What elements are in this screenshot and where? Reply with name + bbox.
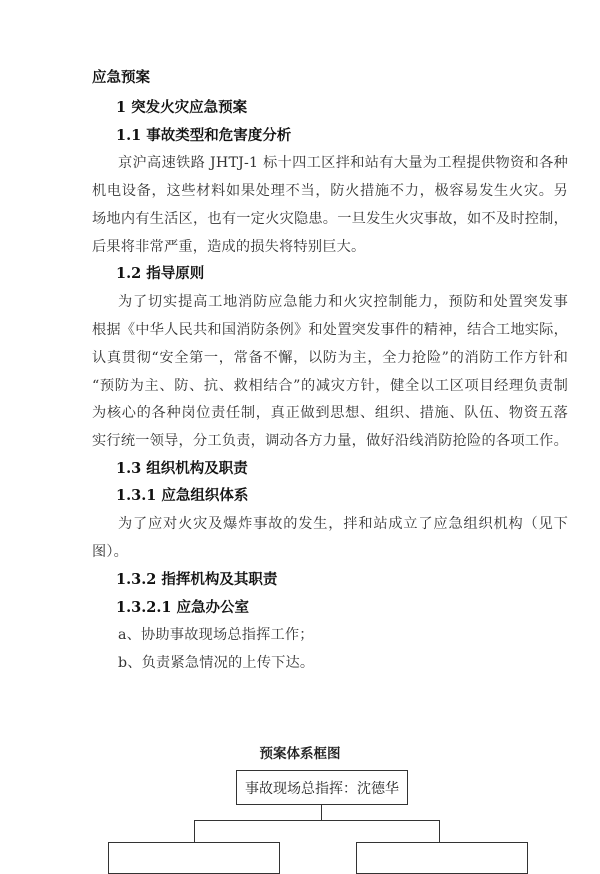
paragraph-3-line: 为了应对火灾及爆炸事故的发生，拌和站成立了应急组织机构（见下 xyxy=(118,516,568,532)
section-1-3-2-heading: 1.3.2 指挥机构及其职责 xyxy=(116,571,278,588)
paragraph-2-line: 为核心的各种岗位责任制，真正做到思想、组织、措施、队伍、物资五落 xyxy=(92,405,568,421)
paragraph-2-line: 认真贯彻“安全第一，常备不懈，以防为主，全力抢险”的消防工作方针和 xyxy=(92,350,568,366)
doc-heading: 应急预案 xyxy=(92,69,150,86)
paragraph-1-line: 后果将非常严重，造成的损失将特别巨大。 xyxy=(92,239,366,255)
paragraph-1-line: 场地内有生活区，也有一定火灾隐患。一旦发生火灾事故，如不及时控制， xyxy=(92,211,568,227)
paragraph-2-line: 为了切实提高工地消防应急能力和火灾控制能力，预防和处置突发事 xyxy=(118,294,568,310)
section-1-3-1-heading: 1.3.1 应急组织体系 xyxy=(116,487,249,504)
paragraph-1-line: 京沪高速铁路 JHTJ-1 标十四工区拌和站有大量为工程提供物资和各种 xyxy=(118,155,568,171)
connector-vertical xyxy=(321,804,322,820)
section-1-heading: 1 突发火灾应急预案 xyxy=(116,99,248,116)
diagram-title: 预案体系框图 xyxy=(259,746,341,762)
list-item-b: b、负责紧急情况的上传下达。 xyxy=(118,655,315,671)
paragraph-2-line: 根据《中华人民共和国消防条例》和处置突发事件的精神，结合工地实际， xyxy=(92,322,568,338)
sub-box-right xyxy=(356,842,528,874)
commander-box-label: 事故现场总指挥：沈德华 xyxy=(245,781,399,797)
paragraph-3-line: 图）。 xyxy=(92,544,129,560)
paragraph-1-line: 机电设备，这些材料如果处理不当，防火措施不力，极容易发生火灾。另 xyxy=(92,183,568,199)
section-1-2-heading: 1.2 指导原则 xyxy=(116,265,205,282)
section-1-3-heading: 1.3 组织机构及职责 xyxy=(116,460,248,477)
connector-right-drop xyxy=(439,820,440,842)
list-item-a: a、协助事故现场总指挥工作； xyxy=(118,627,314,643)
commander-box xyxy=(236,770,408,805)
connector-left-drop xyxy=(194,820,195,842)
sub-box-left xyxy=(108,842,280,874)
section-1-1-heading: 1.1 事故类型和危害度分析 xyxy=(116,127,292,144)
paragraph-2-line: “预防为主、防、抗、救相结合”的减灾方针，健全以工区项目经理负责制 xyxy=(92,378,568,394)
connector-horizontal xyxy=(194,820,440,821)
section-1-3-2-1-heading: 1.3.2.1 应急办公室 xyxy=(116,599,250,616)
paragraph-2-line: 实行统一领导，分工负责，调动各方力量，做好沿线消防抢险的各项工作。 xyxy=(92,433,568,449)
